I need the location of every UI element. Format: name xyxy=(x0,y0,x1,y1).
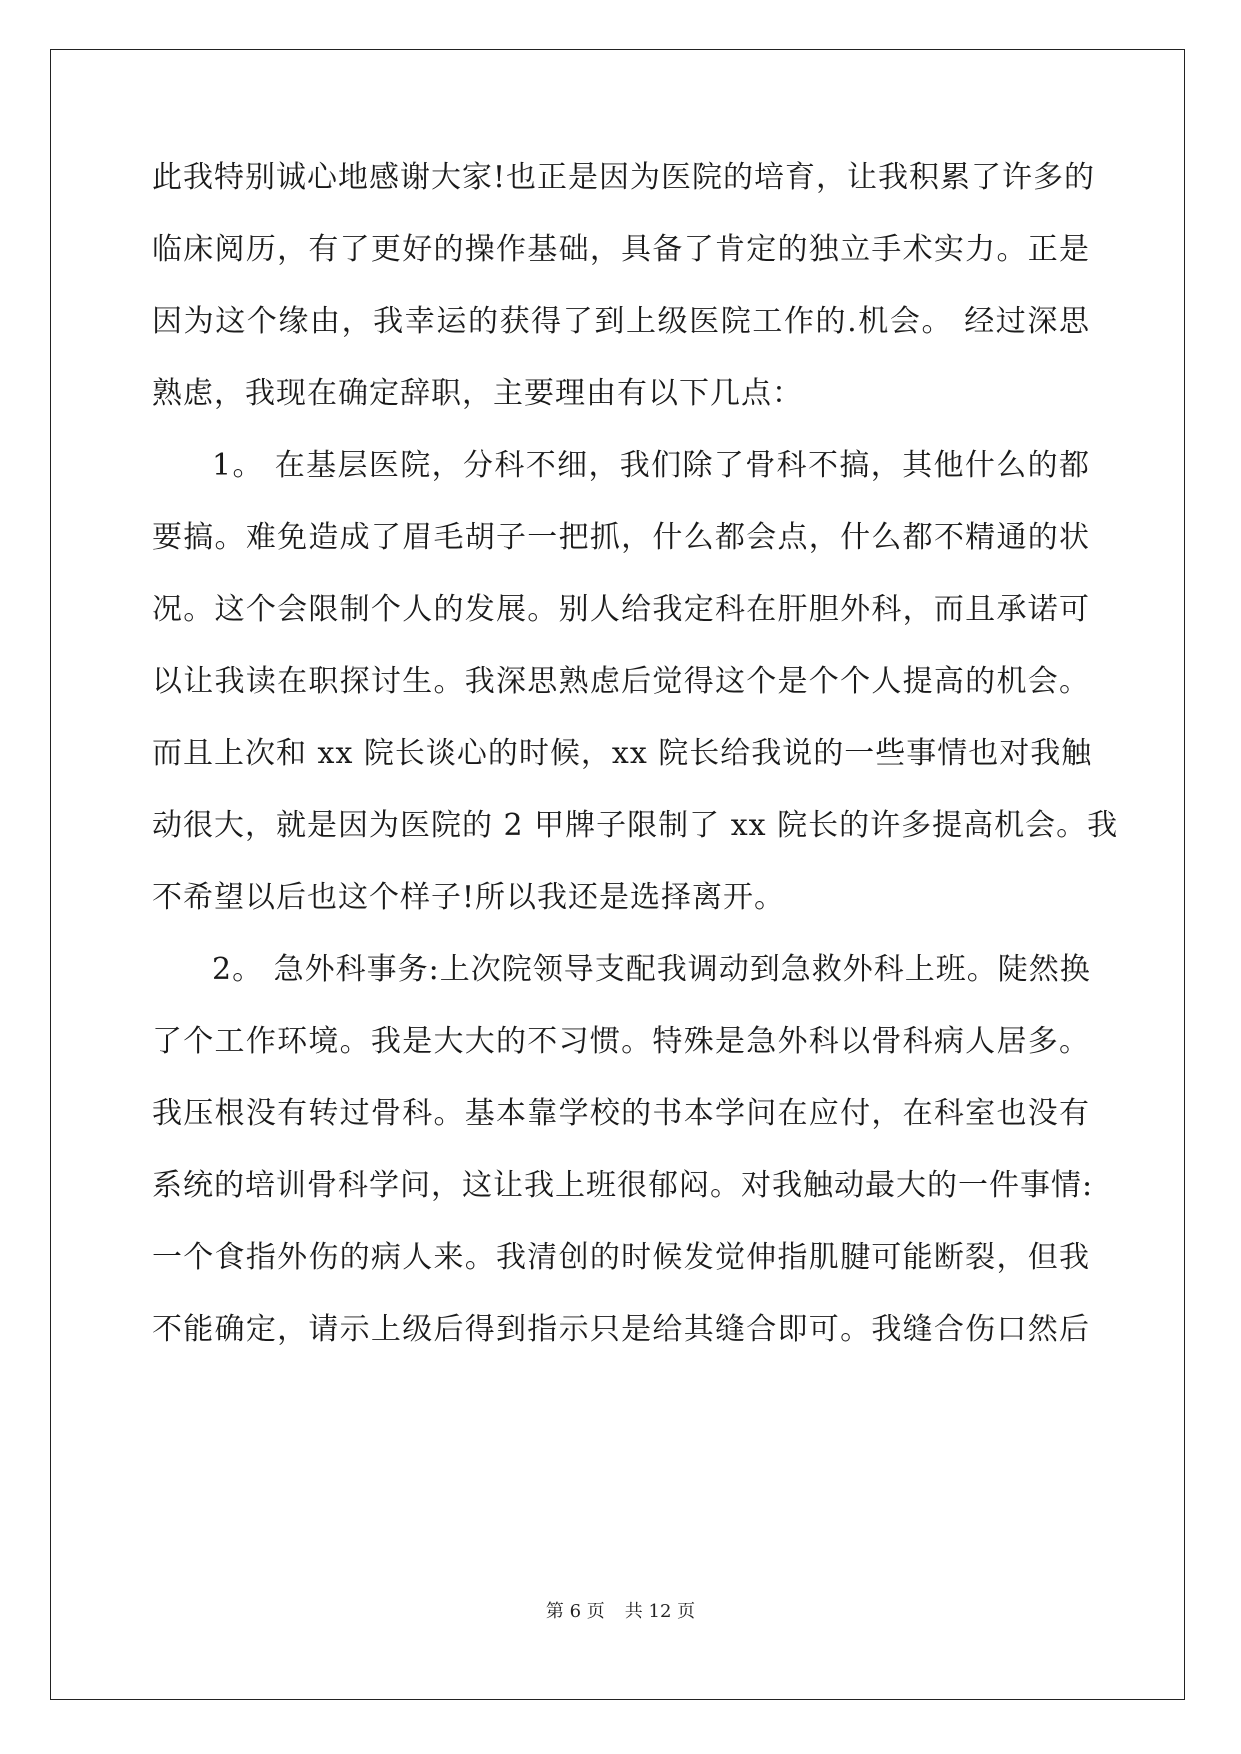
page-number: 第 6 页 xyxy=(545,1601,605,1622)
text-line: 系统的培训骨科学问，这让我上班很郁闷。对我触动最大的一件事情: xyxy=(152,1168,1094,1203)
text-line: 一个食指外伤的病人来。我清创的时候发觉伸指肌腱可能断裂，但我 xyxy=(152,1240,1090,1275)
text-line: 要搞。难免造成了眉毛胡子一把抓，什么都会点，什么都不精通的状 xyxy=(152,520,1090,555)
text-line: 了个工作环境。我是大大的不习惯。特殊是急外科以骨科病人居多。 xyxy=(152,1024,1090,1059)
text-line: 熟虑，我现在确定辞职，主要理由有以下几点： xyxy=(152,376,803,411)
text-line: 2。 急外科事务:上次院领导支配我调动到急救外科上班。陡然换 xyxy=(212,952,1091,987)
page-border xyxy=(50,49,1185,1700)
text-line: 不希望以后也这个样子!所以我还是选择离开。 xyxy=(152,880,786,915)
text-line: 况。这个会限制个人的发展。别人给我定科在肝胆外科，而且承诺可 xyxy=(152,592,1090,627)
text-line: 不能确定，请示上级后得到指示只是给其缝合即可。我缝合伤口然后 xyxy=(152,1312,1090,1347)
page-footer xyxy=(0,1600,1241,1624)
text-line: 动很大，就是因为医院的 2 甲牌子限制了 xx 院长的许多提高机会。我 xyxy=(152,808,1119,843)
text-line: 以让我读在职探讨生。我深思熟虑后觉得这个是个个人提高的机会。 xyxy=(152,664,1090,699)
text-line: 1。 在基层医院，分科不细，我们除了骨科不搞，其他什么的都 xyxy=(212,448,1090,483)
text-line: 而且上次和 xx 院长谈心的时候，xx 院长给我说的一些事情也对我触 xyxy=(152,736,1093,771)
text-line: 此我特别诚心地感谢大家!也正是因为医院的培育，让我积累了许多的 xyxy=(152,160,1096,195)
text-line: 因为这个缘由，我幸运的获得了到上级医院工作的.机会。 经过深思 xyxy=(152,304,1090,339)
page-total: 共 12 页 xyxy=(624,1601,696,1622)
text-line: 我压根没有转过骨科。基本靠学校的书本学问在应付，在科室也没有 xyxy=(152,1096,1090,1131)
text-line: 临床阅历，有了更好的操作基础，具备了肯定的独立手术实力。正是 xyxy=(152,232,1090,267)
